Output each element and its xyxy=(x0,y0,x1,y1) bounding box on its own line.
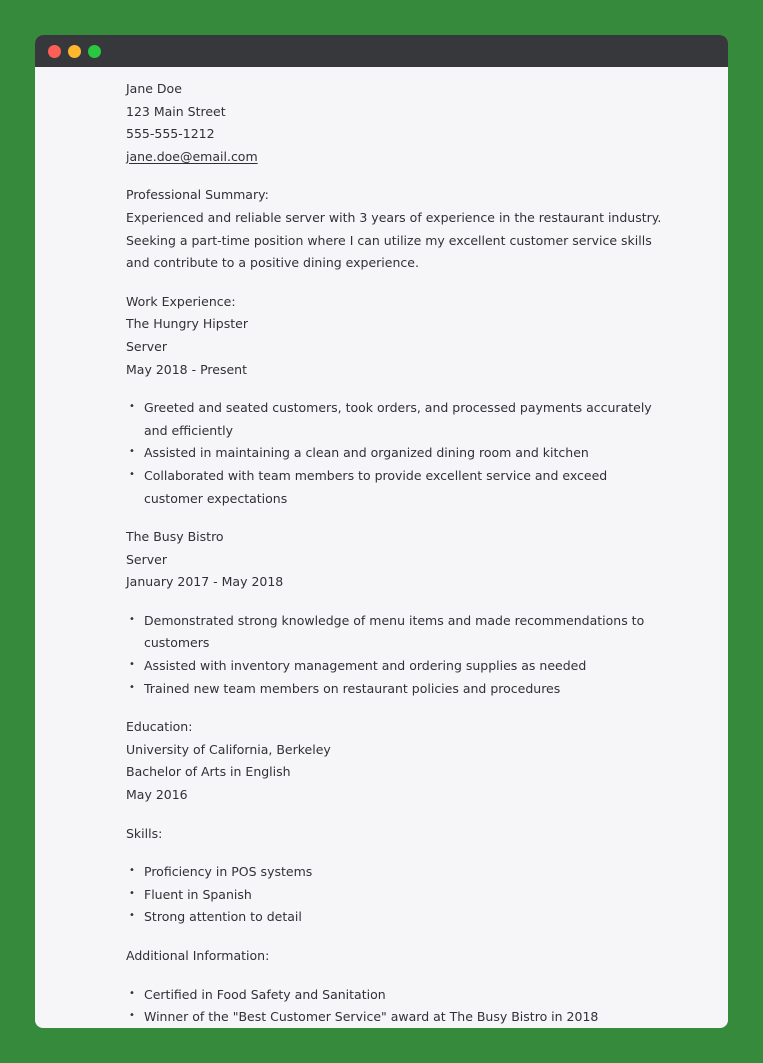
job-dates: January 2017 - May 2018 xyxy=(126,574,284,590)
browser-window xyxy=(35,35,728,1028)
job-employer: The Hungry Hipster xyxy=(126,316,248,332)
resume-document xyxy=(126,78,666,1028)
list-item: • Winner of the "Best Customer Service" award at The Busy Bistro in 2018 xyxy=(126,1006,666,1028)
education-heading: Education: xyxy=(126,719,193,735)
additional-list xyxy=(126,984,666,1028)
close-window-button[interactable] xyxy=(48,45,61,58)
job-title: Server xyxy=(126,338,167,354)
job-title: Server xyxy=(126,551,167,567)
title-bar xyxy=(35,35,728,67)
job-duties-list xyxy=(126,397,666,510)
additional-heading: Additional Information: xyxy=(126,948,270,963)
list-item: • Strong attention to detail xyxy=(126,906,666,929)
list-item: • Proficiency in POS systems xyxy=(126,861,666,884)
contact-email-link[interactable]: jane.doe@email.com xyxy=(126,148,258,164)
list-item: • Demonstrated strong knowledge of menu items and made recommendations to customers xyxy=(126,610,666,655)
education-degree: Bachelor of Arts in English xyxy=(126,764,291,780)
list-item: • Collaborated with team members to provide excellent service and exceed customer expectations xyxy=(126,465,666,510)
job-dates: May 2018 - Present xyxy=(126,361,247,377)
skills-heading: Skills: xyxy=(126,825,163,841)
skills-list xyxy=(126,861,666,929)
list-item: • Assisted with inventory management and ordering supplies as needed xyxy=(126,655,666,678)
minimize-window-button[interactable] xyxy=(68,45,81,58)
zoom-window-button[interactable] xyxy=(88,45,101,58)
summary-heading: Professional Summary: xyxy=(126,187,269,203)
list-item: • Assisted in maintaining a clean and organized dining room and kitchen xyxy=(126,442,666,465)
list-item: • Trained new team members on restaurant policies and procedures xyxy=(126,678,666,701)
contact-phone: 555-555-1212 xyxy=(126,126,215,142)
summary-text: Experienced and reliable server with 3 years of experience in the restaurant industry. Seeking a part-time position where I can utilize my excellent customer service skills and contribute to a positive dining experience. xyxy=(126,209,662,271)
contact-address: 123 Main Street xyxy=(126,103,226,119)
contact-name: Jane Doe xyxy=(126,81,182,96)
work-heading: Work Experience: xyxy=(126,293,236,309)
list-item: • Certified in Food Safety and Sanitation xyxy=(126,984,666,1007)
list-item: • Greeted and seated customers, took orders, and processed payments accurately and efficiently xyxy=(126,397,666,442)
job-duties-list xyxy=(126,610,666,700)
job-employer: The Busy Bistro xyxy=(126,529,224,545)
education-date: May 2016 xyxy=(126,787,188,803)
list-item: • Fluent in Spanish xyxy=(126,884,666,907)
education-school: University of California, Berkeley xyxy=(126,741,331,757)
